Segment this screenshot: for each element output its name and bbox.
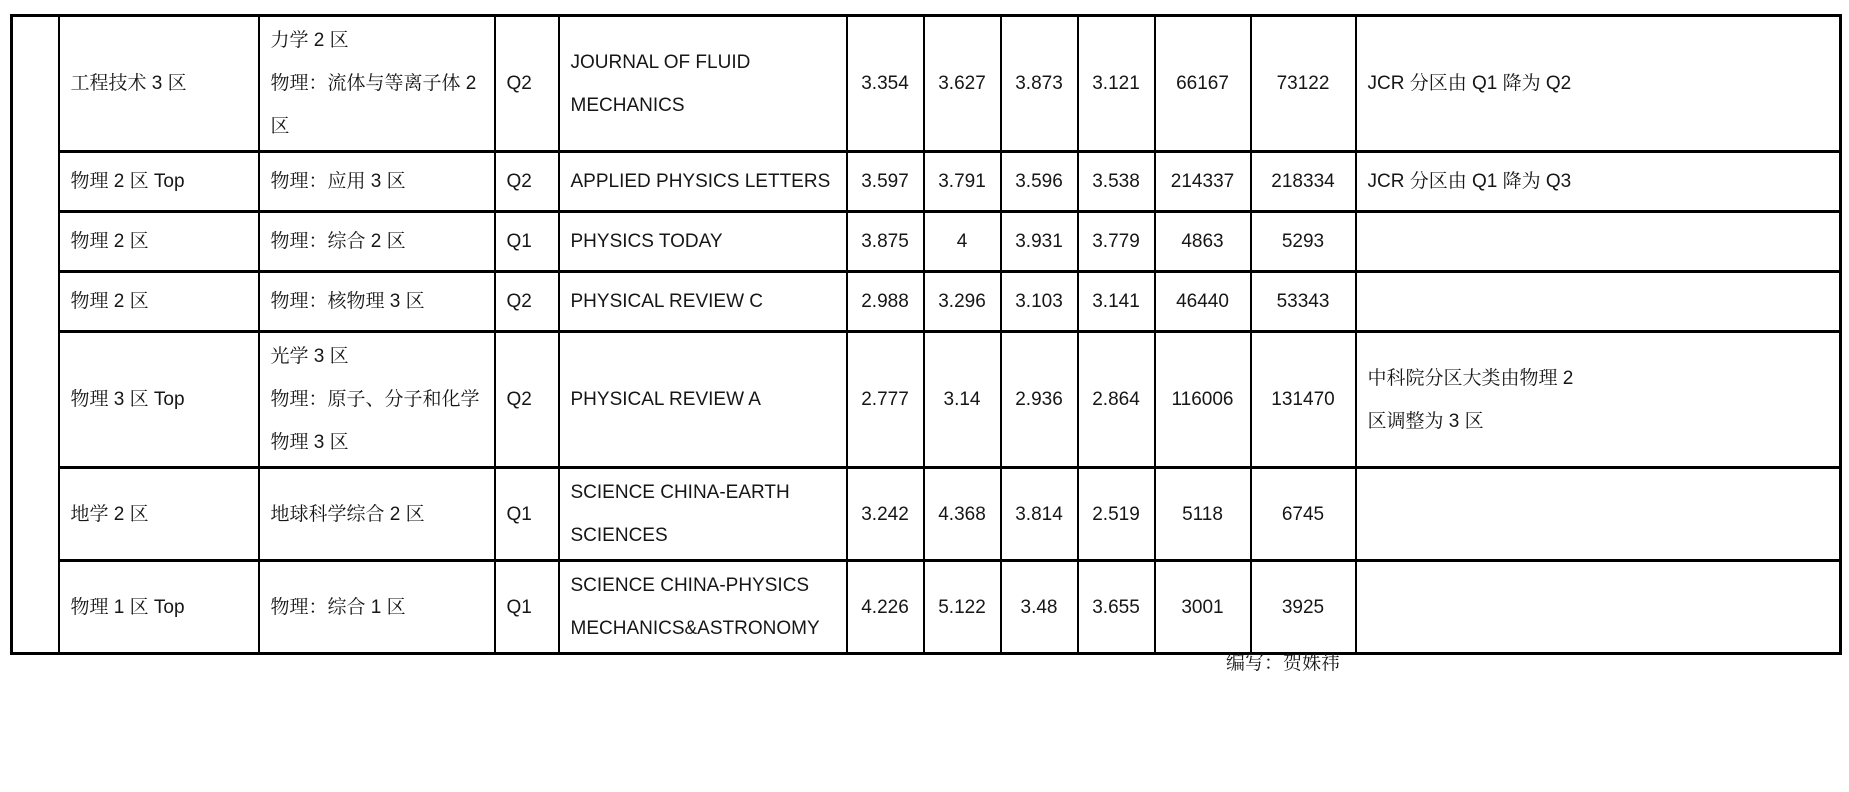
metric-cell: 3.296: [924, 272, 1001, 332]
editor-credit: 编写：贺姝祎: [1226, 653, 1341, 674]
table-row: [12, 468, 1841, 561]
cas-sub-partition-cell: [259, 561, 495, 654]
citation-count-cell: 73122: [1251, 16, 1356, 152]
metric-cell: 5.122: [924, 561, 1001, 654]
cas-major-partition-cell: 物理 2 区: [59, 212, 259, 272]
cas-sub-partition-line: 物理：原子、分子和化学物理 3 区: [270, 389, 480, 453]
table-row: [12, 272, 1841, 332]
cas-sub-partition-cell: [259, 212, 495, 272]
metric-cell: 4.226: [847, 561, 924, 654]
citation-count-cell: 46440: [1155, 272, 1251, 332]
citation-count-cell: 4863: [1155, 212, 1251, 272]
partition-change-note-text: 中科院分区大类由物理 2 区调整为 3 区: [1367, 367, 1574, 432]
metric-cell: 2.864: [1078, 332, 1155, 468]
metric-cell: 2.988: [847, 272, 924, 332]
cas-major-partition-cell: 物理 2 区 Top: [59, 152, 259, 212]
metric-cell: 3.103: [1001, 272, 1078, 332]
metric-cell: 3.791: [924, 152, 1001, 212]
journal-name-cell: JOURNAL OF FLUID MECHANICS: [559, 16, 847, 152]
partition-change-note-cell: [1356, 212, 1841, 272]
metric-cell: 3.354: [847, 16, 924, 152]
partition-change-note-cell: [1356, 152, 1841, 212]
journal-name-cell: SCIENCE CHINA-PHYSICS MECHANICS&ASTRONOMY: [559, 561, 847, 654]
metric-cell: 3.627: [924, 16, 1001, 152]
table-row: [12, 561, 1841, 654]
cas-major-partition-cell: 物理 1 区 Top: [59, 561, 259, 654]
journal-name-cell: SCIENCE CHINA-EARTH SCIENCES: [559, 468, 847, 561]
cas-major-partition-cell: 物理 3 区 Top: [59, 332, 259, 468]
metric-cell: 4: [924, 212, 1001, 272]
metric-cell: 2.936: [1001, 332, 1078, 468]
metric-cell: 3.14: [924, 332, 1001, 468]
metric-cell: 3.121: [1078, 16, 1155, 152]
cas-sub-partition-cell: [259, 16, 495, 152]
citation-count-cell: 116006: [1155, 332, 1251, 468]
metric-cell: 4.368: [924, 468, 1001, 561]
partition-change-note-cell: [1356, 468, 1841, 561]
journal-name-cell: PHYSICS TODAY: [559, 212, 847, 272]
table-row: [12, 332, 1841, 468]
citation-count-cell: 53343: [1251, 272, 1356, 332]
journal-name-cell: APPLIED PHYSICS LETTERS: [559, 152, 847, 212]
cas-sub-partition-line: 物理：综合 2 区: [270, 231, 406, 252]
cas-sub-partition-line: 地球科学综合 2 区: [270, 503, 425, 525]
jcr-quartile-cell: Q2: [495, 272, 559, 332]
left-margin-empty-cell: [12, 16, 59, 654]
partition-change-note-cell: [1356, 272, 1841, 332]
citation-count-cell: 5293: [1251, 212, 1356, 272]
metric-cell: 3.931: [1001, 212, 1078, 272]
citation-count-cell: 6745: [1251, 468, 1356, 561]
metric-cell: 3.655: [1078, 561, 1155, 654]
cas-sub-partition-cell: [259, 468, 495, 561]
journal-name-cell: PHYSICAL REVIEW C: [559, 272, 847, 332]
cas-sub-partition-line: 力学 2 区: [270, 30, 349, 51]
metric-cell: 3.242: [847, 468, 924, 561]
metric-cell: 3.814: [1001, 468, 1078, 561]
metric-cell: 3.596: [1001, 152, 1078, 212]
table-row: [12, 152, 1841, 212]
table-row: [12, 16, 1841, 152]
cas-sub-partition-line: 物理：应用 3 区: [270, 171, 406, 192]
metric-cell: 2.519: [1078, 468, 1155, 561]
cas-sub-partition-cell: [259, 272, 495, 332]
citation-count-cell: 66167: [1155, 16, 1251, 152]
cas-major-partition-cell: 物理 2 区: [59, 272, 259, 332]
jcr-quartile-cell: Q2: [495, 16, 559, 152]
jcr-quartile-cell: Q1: [495, 561, 559, 654]
partition-change-note-cell: [1356, 561, 1841, 654]
metric-cell: 3.875: [847, 212, 924, 272]
cas-sub-partition-cell: [259, 152, 495, 212]
citation-count-cell: 3001: [1155, 561, 1251, 654]
journal-partition-table: [10, 14, 1842, 655]
metric-cell: 3.141: [1078, 272, 1155, 332]
table-row: [12, 212, 1841, 272]
cas-sub-partition-line: 物理：流体与等离子体 2 区: [270, 73, 477, 137]
partition-change-note-cell: [1356, 332, 1841, 468]
cas-sub-partition-cell: [259, 332, 495, 468]
metric-cell: 3.48: [1001, 561, 1078, 654]
citation-count-cell: 5118: [1155, 468, 1251, 561]
cas-major-partition-cell: 地学 2 区: [59, 468, 259, 561]
metric-cell: 3.779: [1078, 212, 1155, 272]
partition-change-note-text: JCR 分区由 Q1 降为 Q2: [1367, 73, 1572, 94]
metric-cell: 3.538: [1078, 152, 1155, 212]
citation-count-cell: 3925: [1251, 561, 1356, 654]
citation-count-cell: 218334: [1251, 152, 1356, 212]
metric-cell: 3.873: [1001, 16, 1078, 152]
partition-change-note-text: JCR 分区由 Q1 降为 Q3: [1367, 171, 1572, 192]
metric-cell: 3.597: [847, 152, 924, 212]
citation-count-cell: 131470: [1251, 332, 1356, 468]
partition-change-note-cell: [1356, 16, 1841, 152]
jcr-quartile-cell: Q2: [495, 152, 559, 212]
jcr-quartile-cell: Q1: [495, 468, 559, 561]
citation-count-cell: 214337: [1155, 152, 1251, 212]
journal-name-cell: PHYSICAL REVIEW A: [559, 332, 847, 468]
cas-sub-partition-line: 物理：核物理 3 区: [270, 291, 425, 312]
cas-major-partition-cell: 工程技术 3 区: [59, 16, 259, 152]
metric-cell: 2.777: [847, 332, 924, 468]
jcr-quartile-cell: Q2: [495, 332, 559, 468]
cas-sub-partition-line: 物理：综合 1 区: [270, 596, 406, 618]
cas-sub-partition-line: 光学 3 区: [270, 346, 349, 367]
jcr-quartile-cell: Q1: [495, 212, 559, 272]
table-body: [12, 16, 1841, 654]
